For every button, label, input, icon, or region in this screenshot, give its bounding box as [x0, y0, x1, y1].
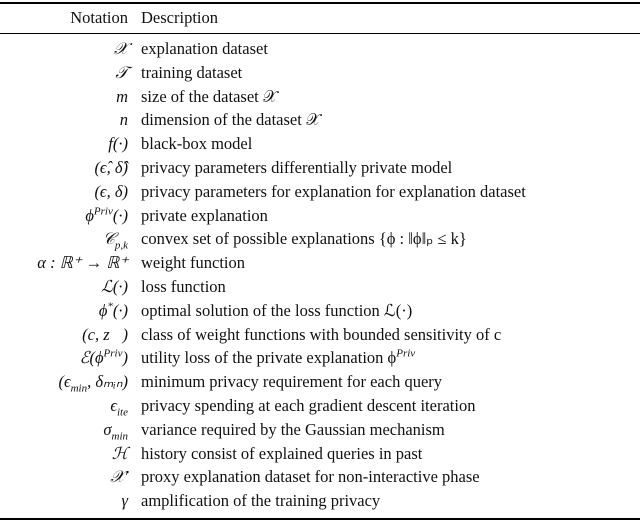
description-text: size of the dataset 𝒳 — [141, 86, 278, 106]
notation-cell — [120, 110, 128, 130]
notation-main: f — [108, 134, 113, 154]
description-cell — [141, 134, 252, 154]
description-text: private explanation — [141, 205, 268, 225]
description-cell — [141, 491, 380, 511]
notation-cell — [114, 39, 128, 59]
notation-tail: (·) — [112, 277, 128, 296]
notation-cell — [110, 467, 128, 487]
notation-main: 𝒳 — [113, 39, 128, 58]
table-row — [0, 39, 640, 63]
description-cell — [141, 253, 245, 273]
notation-sup: Priv — [103, 347, 123, 360]
notation-cell — [121, 491, 128, 511]
description-text: proxy explanation dataset for non-interactive phase — [141, 467, 480, 487]
notation-main: γ — [121, 491, 128, 511]
description-text: utility loss of the private explanation ϕ — [141, 348, 397, 368]
notation-sup: Priv — [93, 205, 113, 218]
description-cell — [141, 206, 268, 226]
description-text: privacy parameters differentially private model — [141, 158, 453, 177]
description-cell — [141, 420, 445, 440]
notation-main: ϕ — [98, 300, 108, 320]
description-text: amplification of the training privacy — [141, 491, 381, 511]
header-rule — [0, 33, 640, 34]
notation-tail: ) — [122, 348, 128, 368]
notation-cell — [99, 301, 128, 321]
table-row — [0, 372, 640, 396]
bottom-rule — [0, 518, 640, 520]
description-text: black-box model — [141, 134, 253, 154]
notation-cell — [101, 277, 128, 297]
description-cell — [141, 63, 242, 83]
description-cell — [141, 182, 526, 202]
top-rule — [0, 2, 640, 4]
description-text: privacy spending at each gradient descent iteration — [141, 396, 476, 415]
table-row — [0, 134, 640, 158]
description-text: minimum privacy requirement for each query — [141, 372, 443, 392]
notation-cell — [80, 348, 128, 368]
notation-header: Notation — [70, 8, 128, 27]
description-cell — [141, 301, 412, 321]
table-row — [0, 206, 640, 230]
notation-tail: (·) — [112, 300, 128, 320]
notation-sub: min — [111, 430, 128, 443]
description-sup: Priv — [396, 347, 416, 360]
description-text: history consist of explained queries in past — [141, 443, 423, 463]
description-text: explanation dataset — [141, 39, 268, 58]
notation-sub: p,k — [114, 239, 128, 252]
description-text: loss function — [141, 277, 226, 296]
table-row — [0, 467, 640, 491]
notation-main: (ϵ̂, δ̂) — [94, 158, 128, 177]
notation-main: (ϵ, δ) — [94, 181, 128, 201]
table-row — [0, 253, 640, 277]
description-cell — [141, 325, 501, 345]
notation-main: ϕ — [85, 205, 94, 225]
description-text: training dataset — [141, 62, 243, 82]
description-cell — [141, 39, 268, 59]
notation-cell — [58, 372, 128, 395]
description-cell — [141, 444, 422, 464]
table-row — [0, 301, 640, 325]
notation-main: ℱ(c, z⃗) — [69, 324, 128, 344]
notation-main: ℒ — [100, 277, 113, 296]
description-cell — [141, 348, 415, 368]
notation-sub: ite — [117, 406, 128, 419]
table-row — [0, 348, 640, 372]
notation-cell — [94, 182, 128, 202]
table-row — [0, 87, 640, 111]
description-text: optimal solution of the loss function ℒ(·) — [141, 300, 413, 320]
table-row — [0, 491, 640, 515]
notation-main: α : ℝ⁺ → ℝ⁺ — [37, 253, 128, 273]
notation-cell — [85, 206, 128, 226]
description-text: dimension of the dataset 𝒳 — [141, 110, 321, 130]
table-row — [0, 158, 640, 182]
notation-main: 𝒳′ — [110, 467, 128, 487]
notation-cell — [110, 396, 128, 419]
notation-main: 𝒞 — [102, 229, 115, 249]
description-text: privacy parameters for explanation for explanation dataset — [141, 181, 526, 201]
notation-cell — [94, 158, 128, 178]
notation-main: ℰ(ϕ — [79, 348, 104, 368]
notation-main: ℋ — [111, 443, 128, 463]
table-row — [0, 325, 640, 349]
notation-cell — [37, 253, 128, 273]
description-cell — [141, 87, 277, 107]
notation-tail: (·) — [112, 134, 128, 154]
table-row — [0, 229, 640, 253]
table-row — [0, 182, 640, 206]
notation-sub: min — [70, 382, 88, 395]
table-row — [0, 396, 640, 420]
description-text: variance required by the Gaussian mechanism — [141, 419, 445, 439]
table-row — [0, 444, 640, 468]
notation-cell — [115, 63, 128, 83]
table-row — [0, 63, 640, 87]
description-cell — [141, 396, 475, 416]
notation-cell — [103, 419, 128, 443]
description-text: class of weight functions with bounded sensitivity of c — [141, 324, 502, 344]
description-cell — [141, 277, 226, 297]
description-cell — [141, 467, 480, 487]
notation-main: n — [119, 110, 128, 130]
notation-cell — [108, 134, 128, 154]
notation-main: ϵ — [110, 396, 117, 415]
notation-main: σ — [103, 419, 112, 439]
description-cell — [141, 229, 467, 249]
description-text: weight function — [141, 253, 246, 273]
table-row — [0, 277, 640, 301]
description-cell — [141, 110, 320, 130]
notation-cell — [102, 229, 128, 252]
notation-main: m — [116, 86, 128, 106]
description-header: Description — [141, 8, 218, 27]
notation-tail: , δₘᵢₙ) — [87, 372, 128, 392]
notation-sup: * — [107, 300, 113, 313]
notation-cell — [69, 325, 128, 345]
table-row — [0, 420, 640, 444]
description-cell — [141, 372, 442, 392]
notation-cell — [116, 87, 128, 107]
description-cell — [141, 158, 452, 178]
notation-cell — [112, 444, 128, 464]
notation-main: 𝒯 — [115, 62, 128, 82]
description-text: convex set of possible explanations {ϕ : ‖ϕ‖ₚ ≤ k} — [141, 229, 467, 249]
notation-tail: (·) — [112, 205, 128, 225]
notation-main: (ϵ — [58, 372, 71, 392]
table-row — [0, 110, 640, 134]
